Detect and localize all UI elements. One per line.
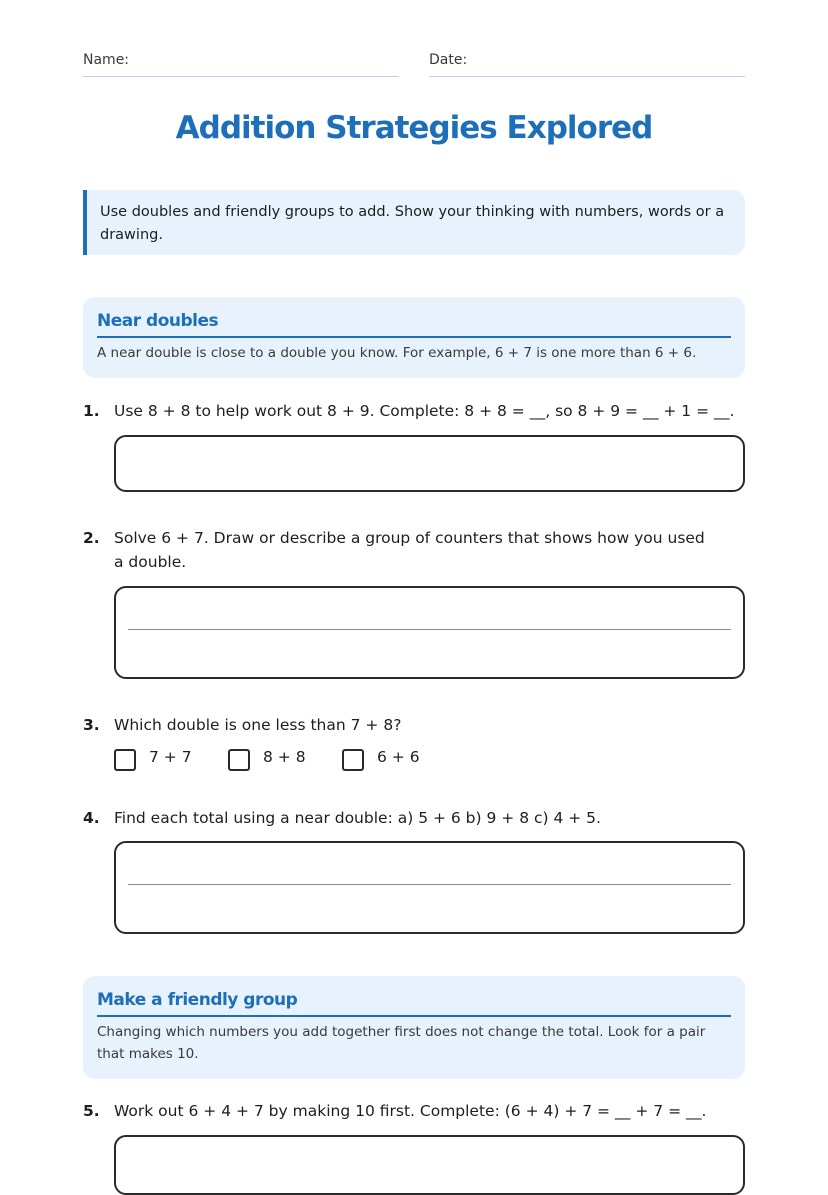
question-text: Work out 6 + 4 + 7 by making 10 first. Complete: (6 + 4) + 7 = __ + 7 = __. <box>114 1102 707 1120</box>
question-4 <box>83 806 745 830</box>
question-number: 2. <box>83 529 100 547</box>
date-label: Date: <box>429 52 468 68</box>
name-field[interactable] <box>83 52 399 77</box>
answer-box-5[interactable] <box>114 1135 745 1195</box>
section-near-doubles <box>83 297 745 378</box>
date-field[interactable] <box>429 52 745 77</box>
question-number: 5. <box>83 1102 100 1120</box>
header-fields <box>83 52 745 77</box>
checkbox[interactable] <box>342 749 364 771</box>
question-5 <box>83 1099 745 1123</box>
option-label: 7 + 7 <box>149 748 192 766</box>
question-number: 1. <box>83 402 100 420</box>
section-text: Changing which numbers you add together first does not change the total. Look for a pair that makes 10. <box>97 1024 706 1062</box>
question-text: Solve 6 + 7. Draw or describe a group of counters that shows how you used a double. <box>114 529 705 571</box>
option-label: 8 + 8 <box>263 748 306 766</box>
section-title: Make a friendly group <box>97 990 731 1017</box>
checkbox[interactable] <box>228 749 250 771</box>
section-title: Near doubles <box>97 311 731 338</box>
question-text: Use 8 + 8 to help work out 8 + 9. Complete: 8 + 8 = __, so 8 + 9 = __ + 1 = __. <box>114 402 735 420</box>
page-title: Addition Strategies Explored <box>175 110 653 146</box>
section-text: A near double is close to a double you know. For example, 6 + 7 is one more than 6 + 6. <box>97 345 697 361</box>
question-number: 4. <box>83 809 100 827</box>
name-label: Name: <box>83 52 130 68</box>
question-3 <box>83 713 745 737</box>
question-text: Find each total using a near double: a) 5 + 6 b) 9 + 8 c) 4 + 5. <box>114 809 601 827</box>
question-text: Which double is one less than 7 + 8? <box>114 716 402 734</box>
instructions-box: Use doubles and friendly groups to add. Show your thinking with numbers, words or a drawing. <box>83 190 745 255</box>
section-friendly-group <box>83 976 745 1079</box>
answer-box-4[interactable] <box>114 841 745 934</box>
question-number: 3. <box>83 716 100 734</box>
question-2 <box>83 526 713 574</box>
answer-box-2[interactable] <box>114 586 745 679</box>
answer-box-1[interactable] <box>114 435 745 492</box>
writing-line <box>128 884 731 885</box>
option-label: 6 + 6 <box>377 748 420 766</box>
checkbox[interactable] <box>114 749 136 771</box>
writing-line <box>128 629 731 630</box>
question-1 <box>83 399 745 423</box>
